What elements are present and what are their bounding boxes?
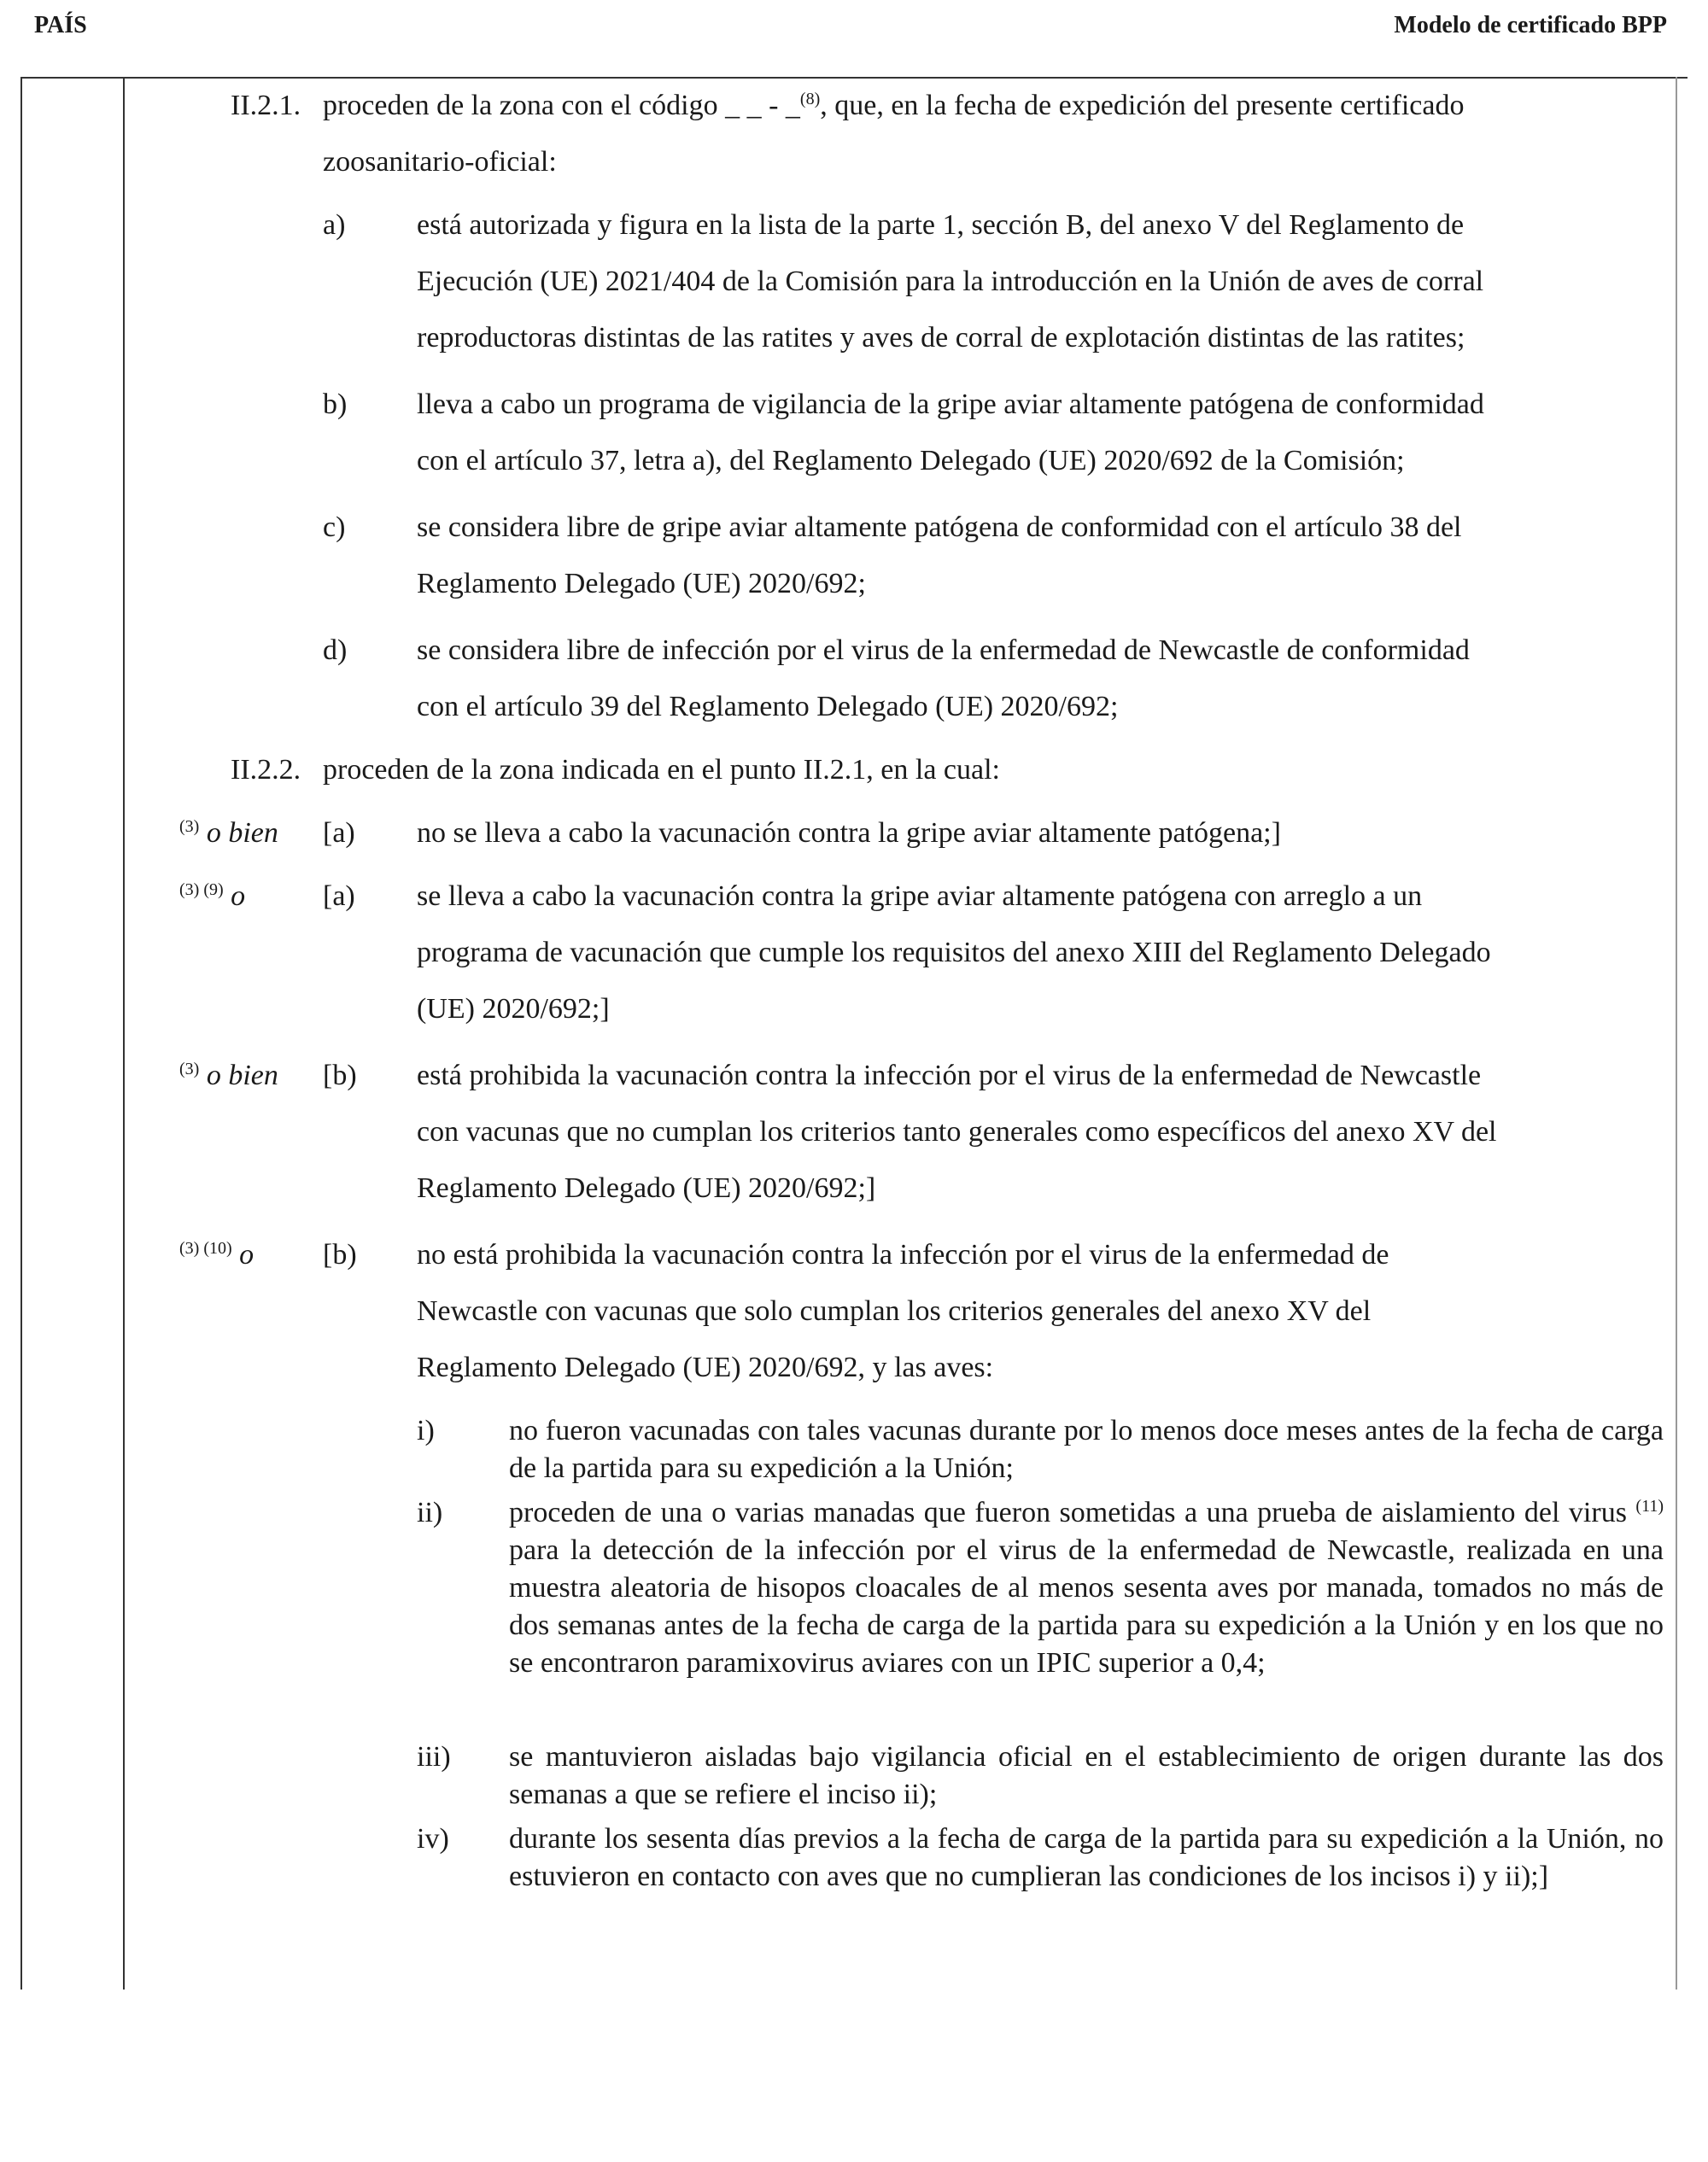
item-a-line2: Ejecución (UE) 2021/404 de la Comisión para la introducción en la Unión de aves de corral <box>417 266 1484 297</box>
option-1-word: o bien <box>206 817 278 849</box>
subitem-iii-text: se mantuvieron aisladas bajo vigilancia oficial en el establecimiento de origen durante las dos semanas a que se refiere el inciso ii); <box>509 1741 1664 1810</box>
item-a-line1: está autorizada y figura en la lista de la parte 1, sección B, del anexo V del Reglamento de <box>417 209 1465 241</box>
item-label-a: a) <box>323 209 346 241</box>
subitem-ii-text-start: proceden de una o varias manadas que fueron sometidas a una prueba de aislamiento del virus <box>509 1497 1636 1528</box>
option-3-marker <box>179 1059 278 1093</box>
section-2-2-1-line2: zoosanitario-oficial: <box>323 146 557 178</box>
option-3-line2: con vacunas que no cumplan los criterios tanto generales como específicos del anexo XV del <box>417 1116 1497 1148</box>
option-4-marker <box>179 1238 254 1272</box>
item-c-line2: Reglamento Delegado (UE) 2020/692; <box>417 568 866 599</box>
option-4-word: o <box>239 1239 254 1271</box>
option-3-line1: está prohibida la vacunación contra la infección por el virus de la enfermedad de Newcastle <box>417 1060 1482 1091</box>
option-1-label: [a) <box>323 817 355 849</box>
option-2-word: o <box>231 880 246 912</box>
header-country: PAÍS <box>34 12 87 38</box>
subitem-i-text: no fueron vacunadas con tales vacunas durante por lo menos doce meses antes de la fecha de carga de la partida para su expedición a la Unión; <box>509 1415 1664 1484</box>
option-2-line3: (UE) 2020/692;] <box>417 993 610 1025</box>
option-3-line3: Reglamento Delegado (UE) 2020/692;] <box>417 1172 876 1204</box>
item-a-line3: reproductoras distintas de las ratites y aves de corral de explotación distintas de las ratites; <box>417 322 1465 354</box>
subitem-label-ii: ii) <box>417 1497 443 1528</box>
section-2-2-1-line1 <box>323 89 1464 123</box>
footnote-ref-8: (8) <box>799 90 821 108</box>
option-2-line2: programa de vacunación que cumple los requisitos del anexo XIII del Reglamento Delegado <box>417 937 1491 968</box>
option-4-line2: Newcastle con vacunas que solo cumplan los criterios generales del anexo XV del <box>417 1295 1372 1327</box>
option-2-marker <box>179 879 245 914</box>
table-column-divider <box>123 77 125 1990</box>
item-label-d: d) <box>323 634 348 666</box>
item-b-line1: lleva a cabo un programa de vigilancia de la gripe aviar altamente patógena de conformidad <box>417 389 1484 420</box>
option-1-line1: no se lleva a cabo la vacunación contra la gripe aviar altamente patógena;] <box>417 817 1281 849</box>
option-1-marker <box>179 816 278 850</box>
option-4-footnote: (3) (10) <box>179 1239 232 1258</box>
option-1-footnote: (3) <box>179 817 200 836</box>
option-4-line1: no está prohibida la vacunación contra la infección por el virus de la enfermedad de <box>417 1239 1389 1271</box>
item-d-line2: con el artículo 39 del Reglamento Delegado (UE) 2020/692; <box>417 691 1119 722</box>
subitem-label-iv: iv) <box>417 1823 449 1855</box>
option-4-label: [b) <box>323 1239 357 1271</box>
option-2-footnote: (3) (9) <box>179 880 224 899</box>
option-3-footnote: (3) <box>179 1060 200 1078</box>
subitem-ii-text-end: para la detección de la infección por el virus de la enfermedad de Newcastle, realizada en una muestra aleatoria de hisopos cloacales de al menos sesenta aves por manada, tomados no más de dos semanas antes de la fecha de carga de la partida para su expedición a la Unión y en los que no se encontraron paramixovirus aviares con un IPIC superior a 0,4; <box>509 1534 1664 1679</box>
header-model-title: Modelo de certificado BPP <box>1394 12 1667 38</box>
option-2-line1: se lleva a cabo la vacunación contra la gripe aviar altamente patógena con arreglo a un <box>417 880 1423 912</box>
table-right-border <box>1676 77 1677 1990</box>
option-3-label: [b) <box>323 1060 357 1091</box>
subitem-ii-text <box>509 1494 1664 1682</box>
subitem-label-iii: iii) <box>417 1741 451 1773</box>
section-number-2-2-2: II.2.2. <box>231 754 301 786</box>
section-2-2-1-line1-text: proceden de la zona con el código _ _ - _ <box>323 90 800 121</box>
option-4-line3: Reglamento Delegado (UE) 2020/692, y las aves: <box>417 1352 994 1383</box>
section-number-2-2-1: II.2.1. <box>231 90 301 121</box>
item-label-b: b) <box>323 389 348 420</box>
table-top-border <box>20 77 1688 1991</box>
item-c-line1: se considera libre de gripe aviar altamente patógena de conformidad con el artículo 38 del <box>417 511 1462 543</box>
item-b-line2: con el artículo 37, letra a), del Reglamento Delegado (UE) 2020/692 de la Comisión; <box>417 445 1405 476</box>
item-d-line1: se considera libre de infección por el virus de la enfermedad de Newcastle de conformidad <box>417 634 1470 666</box>
subitem-label-i: i) <box>417 1415 435 1446</box>
item-label-c: c) <box>323 511 346 543</box>
footnote-ref-11: (11) <box>1635 1497 1664 1516</box>
table-left-border <box>20 77 22 1990</box>
option-3-word: o bien <box>206 1060 278 1091</box>
subitem-iv-text: durante los sesenta días previos a la fecha de carga de la partida para su expedición a la Unión, no estuvieron en contacto con aves que no cumplieran las condiciones de los incisos i) y ii);] <box>509 1823 1664 1892</box>
section-2-2-1-line1-text-end: , que, en la fecha de expedición del presente certificado <box>820 90 1465 121</box>
section-2-2-2-intro: proceden de la zona indicada en el punto II.2.1, en la cual: <box>323 754 1000 786</box>
option-2-label: [a) <box>323 880 355 912</box>
